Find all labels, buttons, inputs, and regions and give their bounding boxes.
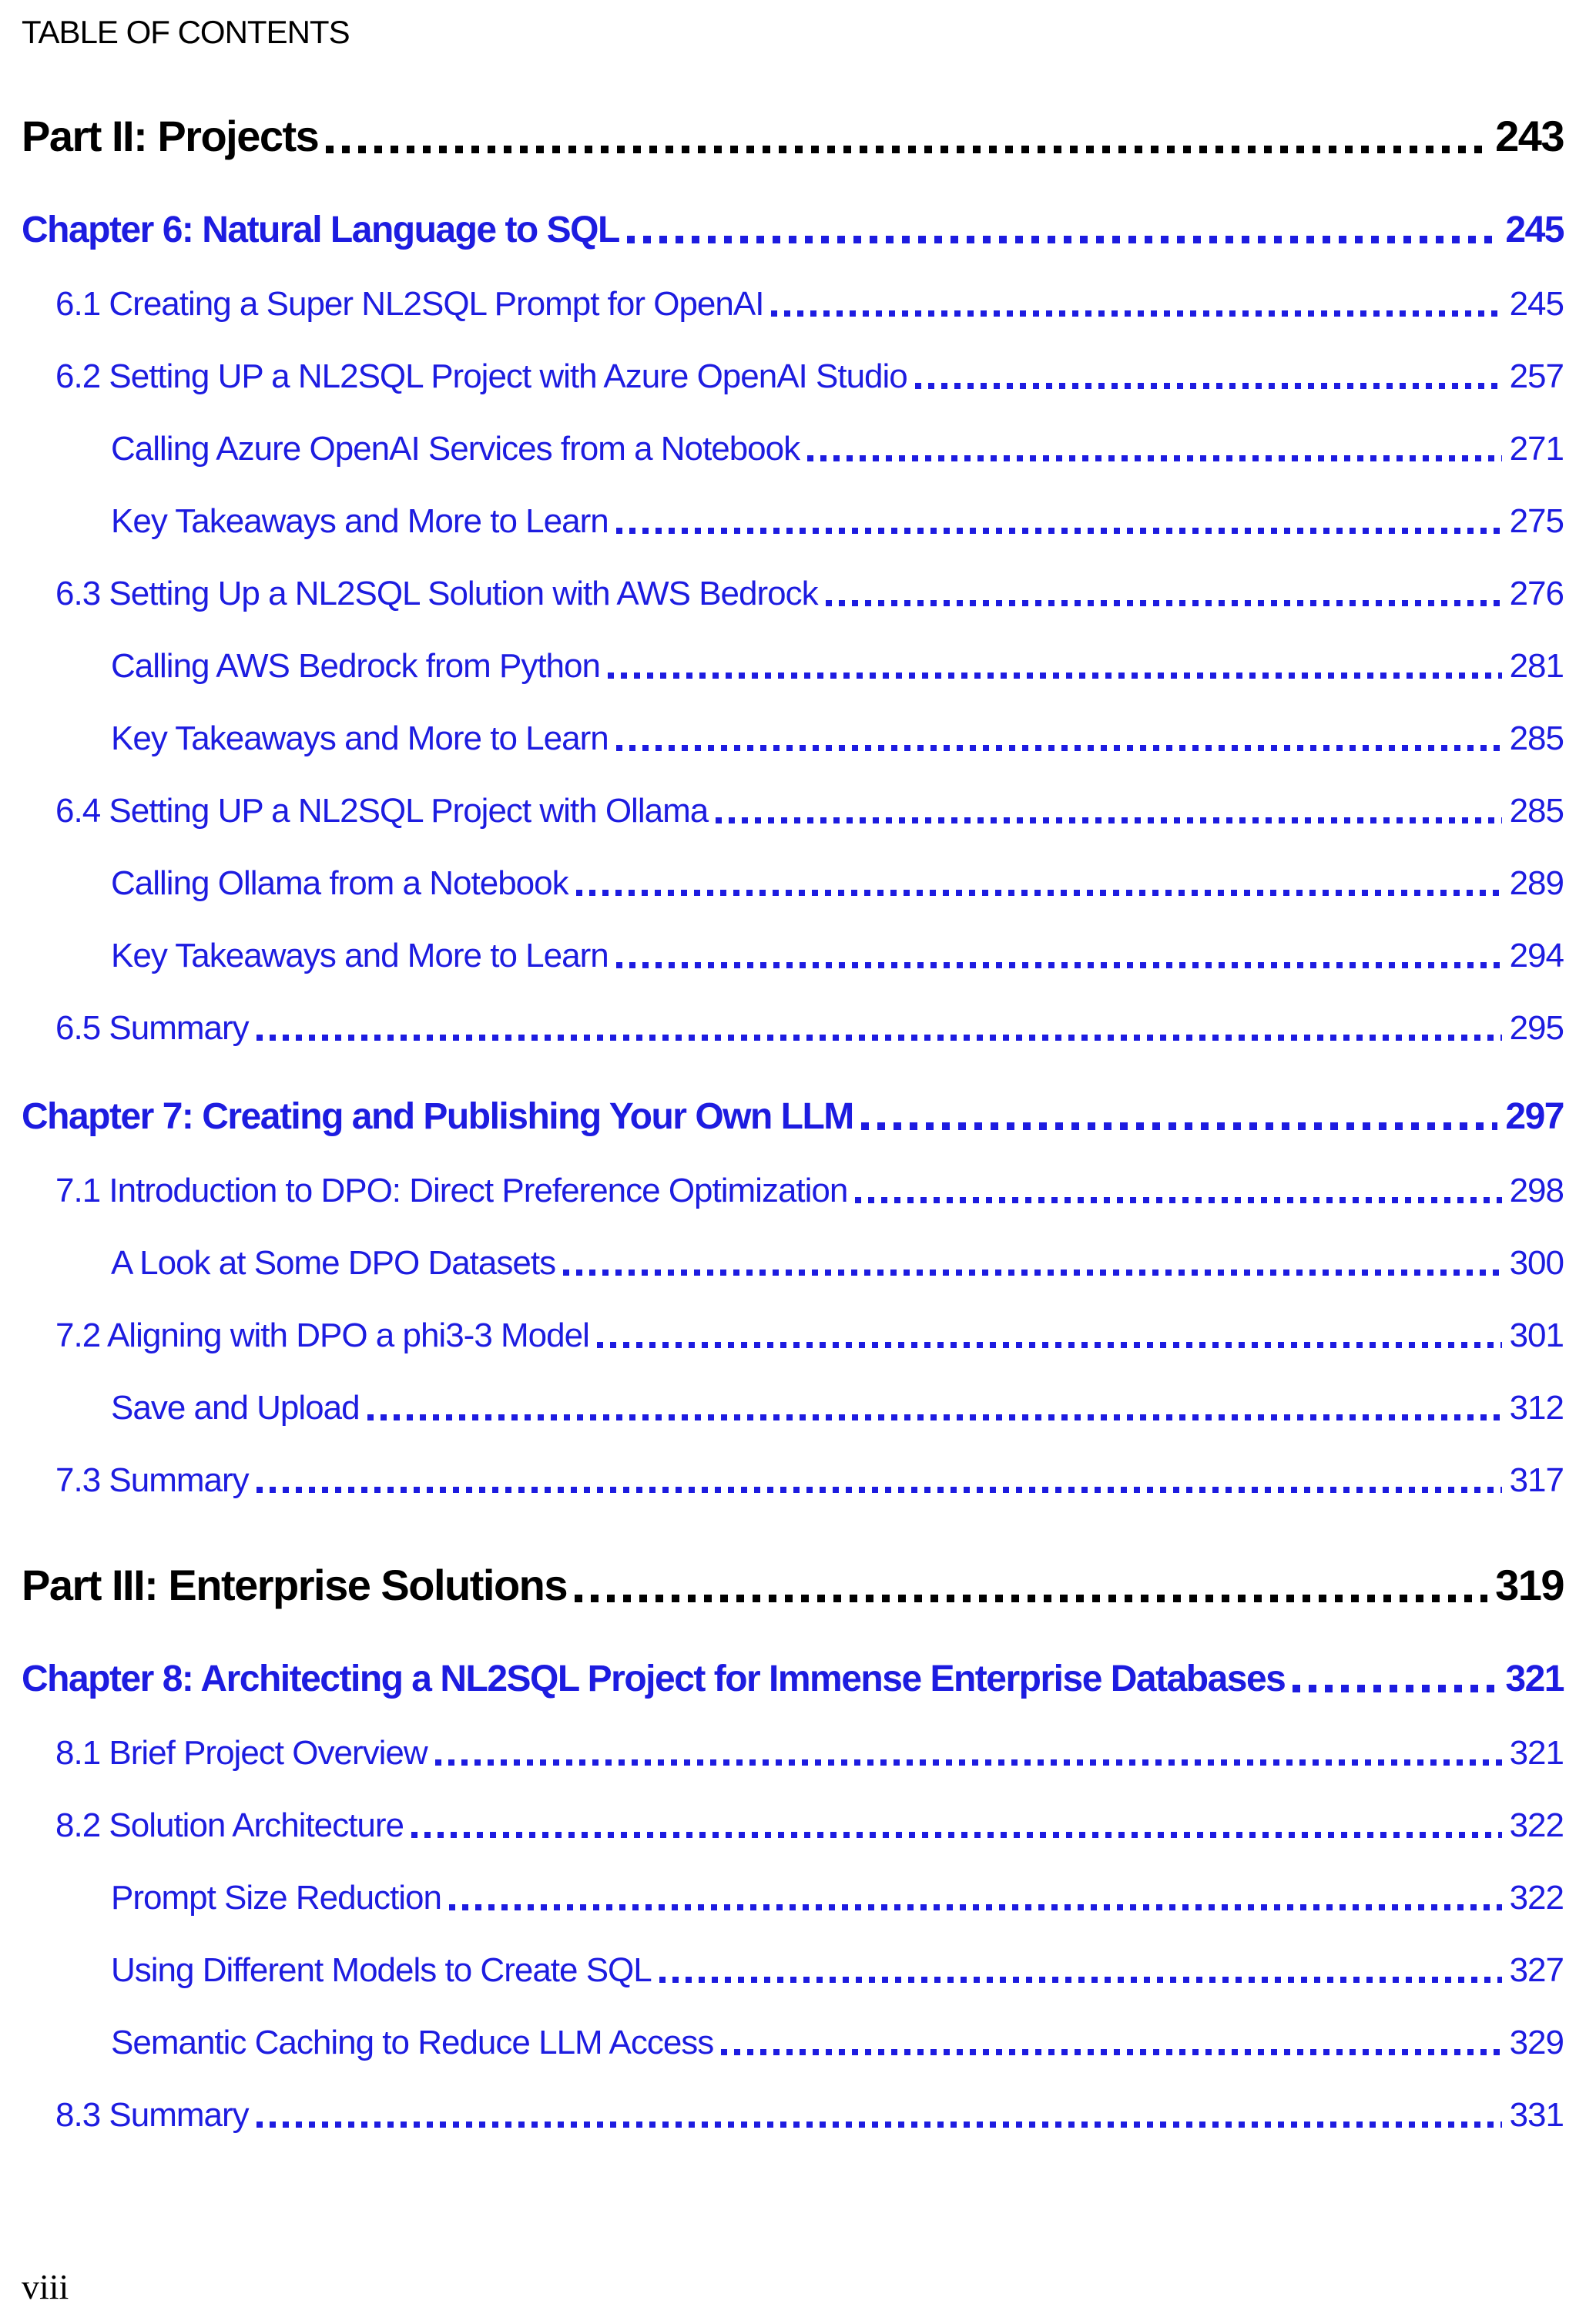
toc-entry-label[interactable]: 6.1 Creating a Super NL2SQL Prompt for OpenAI — [55, 285, 764, 323]
toc-entry-page[interactable]: 322 — [1509, 1879, 1564, 1917]
toc-entry-page[interactable]: 295 — [1509, 1009, 1564, 1047]
toc-entry — [22, 111, 1564, 161]
toc-entry-label[interactable]: Chapter 6: Natural Language to SQL — [22, 210, 619, 250]
dot-leader — [576, 890, 1502, 896]
dot-leader — [367, 1414, 1502, 1420]
toc-entry-page[interactable]: 312 — [1509, 1389, 1564, 1427]
toc-entry-label[interactable]: Key Takeaways and More to Learn — [111, 502, 609, 540]
toc-entry-page[interactable]: 294 — [1509, 937, 1564, 974]
dot-leader — [915, 383, 1502, 389]
toc-entry — [22, 2024, 1564, 2062]
toc-entry-label[interactable]: Key Takeaways and More to Learn — [111, 719, 609, 757]
toc-entry-label[interactable]: Calling Ollama from a Notebook — [111, 864, 568, 902]
dot-leader — [256, 1487, 1502, 1493]
toc-entry — [22, 209, 1564, 251]
toc-entry — [22, 1009, 1564, 1048]
toc-entry-page[interactable]: 276 — [1509, 575, 1564, 612]
toc-entry-page[interactable]: 285 — [1509, 719, 1564, 757]
dot-leader — [1293, 1685, 1497, 1692]
toc-entry-label[interactable]: 6.2 Setting UP a NL2SQL Project with Azure OpenAI Studio — [55, 357, 907, 395]
dot-leader — [721, 2049, 1501, 2055]
dot-leader — [411, 1832, 1502, 1838]
toc-entry-label[interactable]: 8.2 Solution Architecture — [55, 1806, 404, 1844]
toc-entry-page[interactable]: 285 — [1509, 792, 1564, 830]
toc-entry — [22, 937, 1564, 975]
toc-entry-label[interactable]: 8.3 Summary — [55, 2096, 249, 2134]
dot-leader — [256, 1035, 1502, 1041]
toc-entry-page[interactable]: 322 — [1509, 1806, 1564, 1844]
dot-leader — [616, 745, 1502, 751]
dot-leader — [771, 310, 1501, 317]
dot-leader — [861, 1122, 1498, 1130]
toc-entry-label[interactable]: Chapter 7: Creating and Publishing Your Own LLM — [22, 1096, 853, 1137]
toc-entry — [22, 430, 1564, 468]
toc-entry-label[interactable]: Calling Azure OpenAI Services from a Notebook — [111, 430, 800, 468]
toc-entry-label[interactable]: Part II: Projects — [22, 112, 319, 160]
toc-entry-page[interactable]: 301 — [1509, 1316, 1564, 1354]
toc-entry-page[interactable]: 257 — [1509, 357, 1564, 395]
toc-entry — [22, 575, 1564, 613]
toc-entry — [22, 647, 1564, 686]
toc-entry-label[interactable]: 6.3 Setting Up a NL2SQL Solution with AWS Bedrock — [55, 575, 818, 612]
dot-leader — [627, 236, 1498, 243]
toc-entry-page[interactable]: 329 — [1509, 2024, 1564, 2061]
dot-leader — [659, 1977, 1502, 1983]
page-title: TABLE OF CONTENTS — [22, 14, 350, 50]
toc-entry-page[interactable]: 245 — [1505, 210, 1564, 250]
toc-entry — [22, 1389, 1564, 1427]
toc-entry-page[interactable]: 281 — [1509, 647, 1564, 685]
toc-entry — [22, 792, 1564, 830]
dot-leader — [449, 1904, 1502, 1910]
toc-entry-page[interactable]: 321 — [1505, 1659, 1564, 1699]
toc-entry — [22, 1734, 1564, 1773]
toc-entry-label[interactable]: Using Different Models to Create SQL — [111, 1951, 652, 1989]
dot-leader — [616, 962, 1502, 968]
dot-leader — [826, 600, 1502, 606]
toc-entry-label[interactable]: Calling AWS Bedrock from Python — [111, 647, 600, 685]
toc-entry-label[interactable]: 7.1 Introduction to DPO: Direct Preference Optimization — [55, 1172, 848, 1209]
toc-entry — [22, 864, 1564, 903]
dot-leader — [326, 146, 1487, 153]
toc-entry-page[interactable]: 317 — [1509, 1461, 1564, 1499]
dot-leader — [256, 2121, 1502, 2128]
toc-entry-page[interactable]: 289 — [1509, 864, 1564, 902]
toc-entry — [22, 357, 1564, 396]
toc-entry-page[interactable]: 275 — [1509, 502, 1564, 540]
dot-leader — [807, 455, 1501, 461]
dot-leader — [575, 1595, 1487, 1602]
toc-entry-page[interactable]: 297 — [1505, 1096, 1564, 1137]
toc-entry — [22, 1461, 1564, 1500]
toc-entry-page[interactable]: 331 — [1509, 2096, 1564, 2134]
toc-entry — [22, 1095, 1564, 1138]
toc-entry-label[interactable]: Key Takeaways and More to Learn — [111, 937, 609, 974]
dot-leader — [563, 1270, 1502, 1276]
toc-entry-label[interactable]: 6.5 Summary — [55, 1009, 249, 1047]
toc-entry — [22, 719, 1564, 758]
toc-entry — [22, 1316, 1564, 1355]
toc-entry — [22, 1806, 1564, 1845]
page-number-footer: viii — [22, 2267, 69, 2306]
toc-entry-page[interactable]: 245 — [1509, 285, 1564, 323]
toc-entry — [22, 1951, 1564, 1990]
toc-entry-label[interactable]: Prompt Size Reduction — [111, 1879, 441, 1917]
toc-entry — [22, 2096, 1564, 2135]
toc-entry-page[interactable]: 300 — [1509, 1244, 1564, 1282]
dot-leader — [616, 528, 1502, 534]
toc-entry-page[interactable]: 298 — [1509, 1172, 1564, 1209]
toc-entry — [22, 285, 1564, 324]
toc-entry — [22, 1172, 1564, 1210]
dot-leader — [855, 1197, 1501, 1203]
toc-entry-page[interactable]: 327 — [1509, 1951, 1564, 1989]
dot-leader — [435, 1759, 1502, 1766]
toc-entry-label[interactable]: 8.1 Brief Project Overview — [55, 1734, 428, 1772]
toc-entry-label[interactable]: A Look at Some DPO Datasets — [111, 1244, 556, 1282]
toc-entry — [22, 1244, 1564, 1283]
toc-entry — [22, 502, 1564, 541]
toc-entry-page[interactable]: 243 — [1495, 112, 1564, 160]
toc-list — [22, 111, 1564, 2135]
toc-entry-label[interactable]: Part III: Enterprise Solutions — [22, 1561, 568, 1609]
toc-entry — [22, 1879, 1564, 1917]
toc-entry — [22, 1560, 1564, 1610]
toc-entry — [22, 1658, 1564, 1700]
dot-leader — [716, 817, 1501, 823]
dot-leader — [608, 673, 1502, 679]
toc-entry-label[interactable]: 7.3 Summary — [55, 1461, 249, 1499]
toc-entry-label[interactable]: Save and Upload — [111, 1389, 360, 1427]
toc-entry-label[interactable]: Semantic Caching to Reduce LLM Access — [111, 2024, 714, 2061]
toc-entry-label[interactable]: 6.4 Setting UP a NL2SQL Project with Ollama — [55, 792, 709, 830]
toc-entry-page[interactable]: 321 — [1509, 1734, 1564, 1772]
toc-entry-label[interactable]: Chapter 8: Architecting a NL2SQL Project for Immense Enterprise Databases — [22, 1659, 1286, 1699]
toc-entry-page[interactable]: 271 — [1509, 430, 1564, 468]
toc-entry-label[interactable]: 7.2 Aligning with DPO a phi3-3 Model — [55, 1316, 589, 1354]
dot-leader — [597, 1342, 1502, 1348]
toc-entry-page[interactable]: 319 — [1495, 1561, 1564, 1609]
